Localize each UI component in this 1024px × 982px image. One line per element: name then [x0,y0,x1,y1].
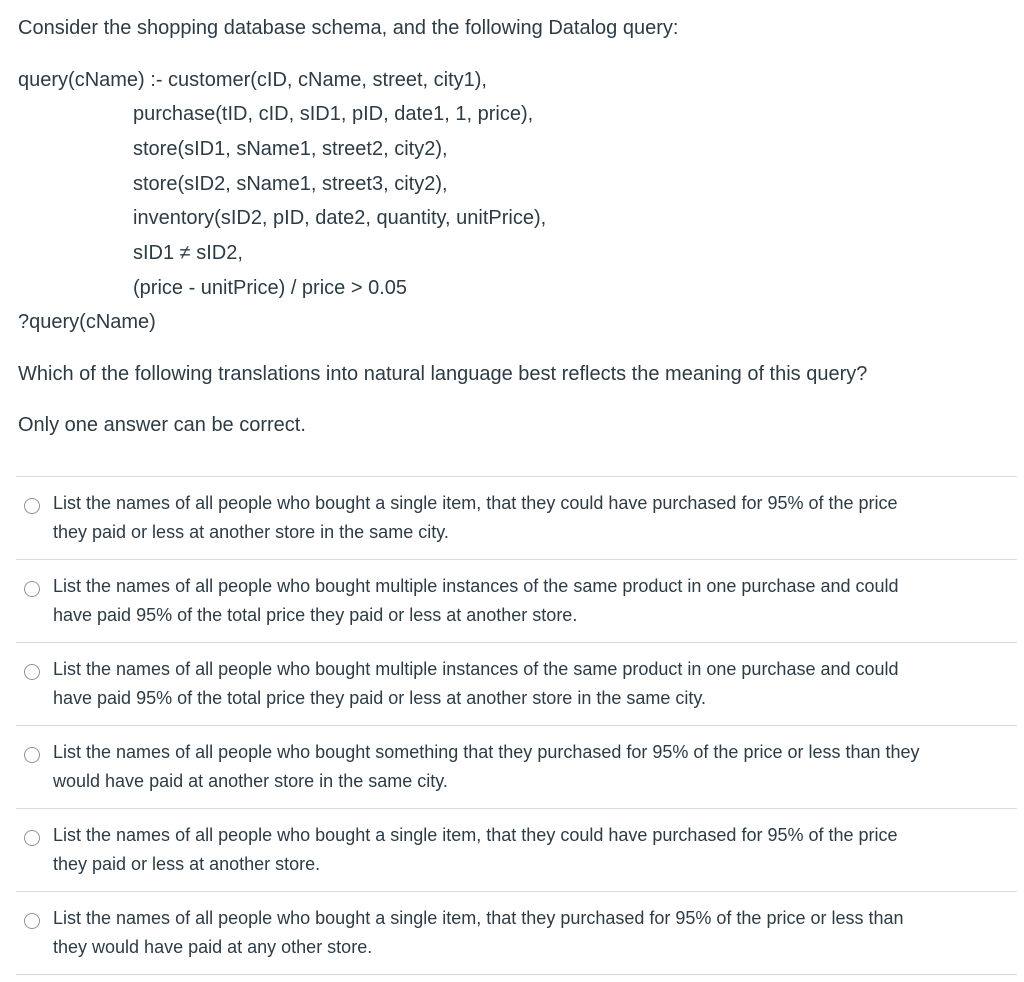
radio-button[interactable] [24,664,40,680]
radio-button[interactable] [24,747,40,763]
radio-button[interactable] [24,913,40,929]
radio-button[interactable] [24,498,40,514]
answer-option[interactable] [16,642,1017,725]
answer-label-line: would have paid at another store in the same city. [53,771,448,791]
answer-label-line: they paid or less at another store. [53,854,321,874]
answer-list [16,476,1017,975]
answer-label-line: they would have paid at any other store. [53,937,373,957]
answer-option[interactable] [16,891,1017,975]
query-head: query(cName) :- customer(cID, cName, street, city1), [18,69,487,91]
question-instruction: Only one answer can be correct. [18,414,306,436]
query-body-line: (price - unitPrice) / price > 0.05 [133,277,407,299]
answer-label[interactable] [53,572,1008,630]
radio-button[interactable] [24,830,40,846]
query-body-line: store(sID2, sName1, street3, city2), [133,173,448,195]
answer-label-line: List the names of all people who bought multiple instances of the same product in one purchase and could [53,576,899,596]
answer-option[interactable] [16,725,1017,808]
answer-label-line: List the names of all people who bought a single item, that they purchased for 95% of the price or less than [53,908,904,928]
answer-label-line: List the names of all people who bought something that they purchased for 95% of the price or less than they [53,742,920,762]
answer-label[interactable] [53,904,1008,962]
question-prompt: Which of the following translations into natural language best reflects the meaning of this query? [18,363,868,385]
answer-label-line: have paid 95% of the total price they paid or less at another store in the same city. [53,688,707,708]
answer-label-line: List the names of all people who bought multiple instances of the same product in one purchase and could [53,659,899,679]
answer-label[interactable] [53,821,1008,879]
answer-label-line: List the names of all people who bought a single item, that they could have purchased for 95% of the price [53,825,898,845]
query-call: ?query(cName) [18,311,156,333]
answer-option[interactable] [16,559,1017,642]
answer-label-line: List the names of all people who bought a single item, that they could have purchased for 95% of the price [53,493,898,513]
radio-button[interactable] [24,581,40,597]
query-body-line: store(sID1, sName1, street2, city2), [133,138,448,160]
answer-label[interactable] [53,738,1008,796]
answer-label[interactable] [53,655,1008,713]
answer-label[interactable] [53,489,1008,547]
answer-option[interactable] [16,808,1017,891]
query-body-line: inventory(sID2, pID, date2, quantity, unitPrice), [133,207,547,229]
answer-label-line: they paid or less at another store in the same city. [53,522,449,542]
query-body-line: sID1 ≠ sID2, [133,242,243,264]
answer-label-line: have paid 95% of the total price they paid or less at another store. [53,605,578,625]
question-intro: Consider the shopping database schema, and the following Datalog query: [18,17,679,39]
query-body-line: purchase(tID, cID, sID1, pID, date1, 1, price), [133,103,534,125]
answer-option[interactable] [16,476,1017,559]
